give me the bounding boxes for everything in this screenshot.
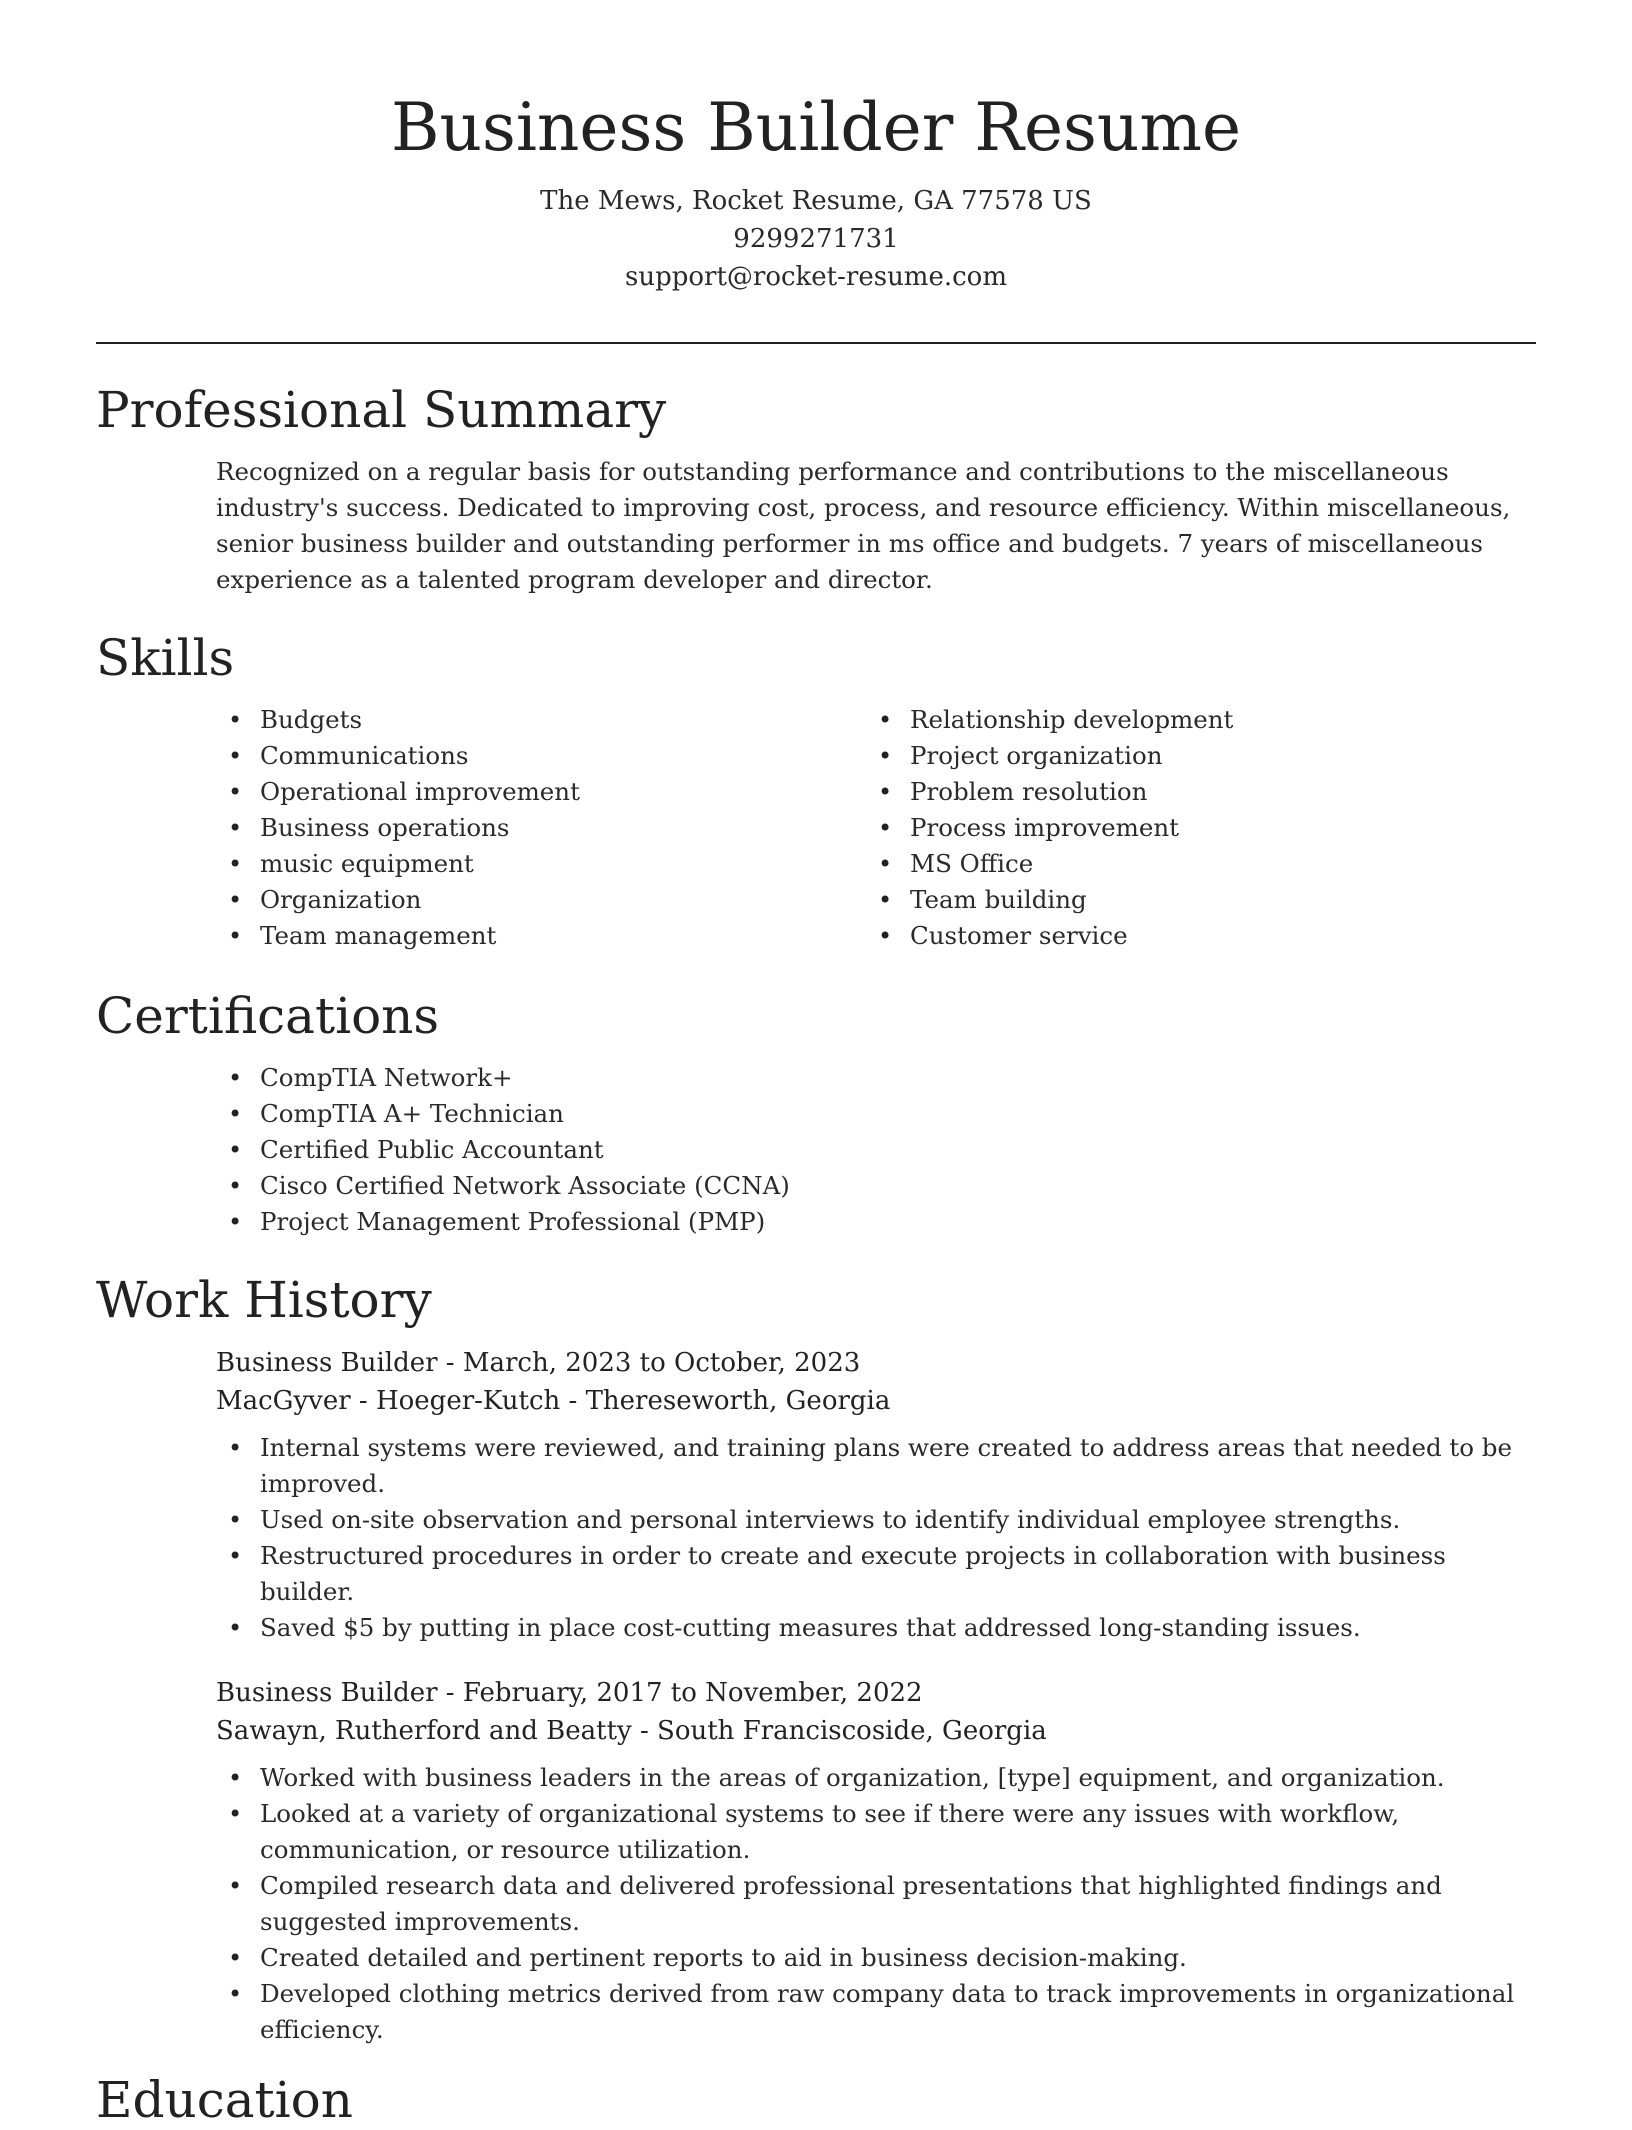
job-bullets [216,1430,1536,1646]
job-bullets [216,1760,1536,2048]
skill-item: • Communications [216,738,866,774]
skills-heading: Skills [96,629,235,687]
skill-item: • Budgets [216,702,866,738]
skills-list-right [866,702,1516,954]
job-bullet: • Developed clothing metrics derived from raw company data to track improvements in organizational efficiency. [216,1976,1536,2048]
skill-item: • Business operations [216,810,866,846]
skill-item: • MS Office [866,846,1516,882]
job-bullet: • Created detailed and pertinent reports to aid in business decision-making. [216,1940,1536,1976]
skill-item: • Team management [216,918,866,954]
skill-item: • Project organization [866,738,1516,774]
skill-item: • Problem resolution [866,774,1516,810]
job-employer-line: MacGyver - Hoeger-Kutch - Thereseworth, Georgia [216,1386,891,1416]
education-section [96,2070,1536,2130]
job-bullet: • Internal systems were reviewed, and training plans were created to address areas that needed to be improved. [216,1430,1536,1502]
job-bullet: • Worked with business leaders in the areas of organization, [type] equipment, and organization. [216,1760,1536,1796]
job-bullet: • Compiled research data and delivered professional presentations that highlighted findings and suggested improvements. [216,1868,1536,1940]
job-bullet: • Used on-site observation and personal interviews to identify individual employee strengths. [216,1502,1536,1538]
contact-block [0,182,1632,296]
skill-item: • Process improvement [866,810,1516,846]
job-employer-line: Sawayn, Rutherford and Beatty - South Franciscoside, Georgia [216,1716,1047,1746]
skills-columns [216,702,1536,954]
work-history-heading: Work History [96,1271,432,1329]
work-history-section [96,1270,1536,2048]
contact-address: The Mews, Rocket Resume, GA 77578 US [540,186,1092,216]
resume-title: Business Builder Resume [390,89,1242,166]
job-bullet: • Looked at a variety of organizational systems to see if there were any issues with workflow, communication, or resource utilization. [216,1796,1536,1868]
skill-item: • Operational improvement [216,774,866,810]
certification-item: • CompTIA Network+ [216,1060,1536,1096]
certification-item: • Certified Public Accountant [216,1132,1536,1168]
certification-item: • CompTIA A+ Technician [216,1096,1536,1132]
skill-item: • Relationship development [866,702,1516,738]
certifications-list [216,1060,1536,1240]
job-bullet: • Saved $5 by putting in place cost-cutting measures that addressed long-standing issues. [216,1610,1536,1646]
job-title-line: Business Builder - February, 2017 to November, 2022 [216,1678,923,1708]
summary-section [96,380,1536,598]
job-entry [216,1344,1536,1646]
certifications-heading: Certifications [96,987,440,1045]
contact-phone: 9299271731 [733,224,899,254]
job-entry [216,1674,1536,2048]
resume-header [0,0,1632,296]
skills-list-left [216,702,866,954]
job-title-line: Business Builder - March, 2023 to October, 2023 [216,1348,861,1378]
skill-item: • music equipment [216,846,866,882]
education-heading: Education [96,2071,353,2129]
certification-item: • Project Management Professional (PMP) [216,1204,1536,1240]
contact-email: support@rocket-resume.com [624,262,1007,292]
summary-heading: Professional Summary [96,381,667,439]
certification-item: • Cisco Certified Network Associate (CCNA) [216,1168,1536,1204]
certifications-section [96,986,1536,1240]
skill-item: • Organization [216,882,866,918]
skill-item: • Team building [866,882,1516,918]
skills-section [96,628,1536,954]
summary-text: Recognized on a regular basis for outstanding performance and contributions to the miscellaneous industry's success. Dedicated to improving cost, process, and resource efficiency. Within miscellaneous, senior business builder and outstanding performer in ms office and budgets. 7 years of miscellaneous experience as a talented program developer and director. [216,457,1511,594]
header-divider [96,342,1536,344]
job-bullet: • Restructured procedures in order to create and execute projects in collaboration with business builder. [216,1538,1536,1610]
skill-item: • Customer service [866,918,1516,954]
